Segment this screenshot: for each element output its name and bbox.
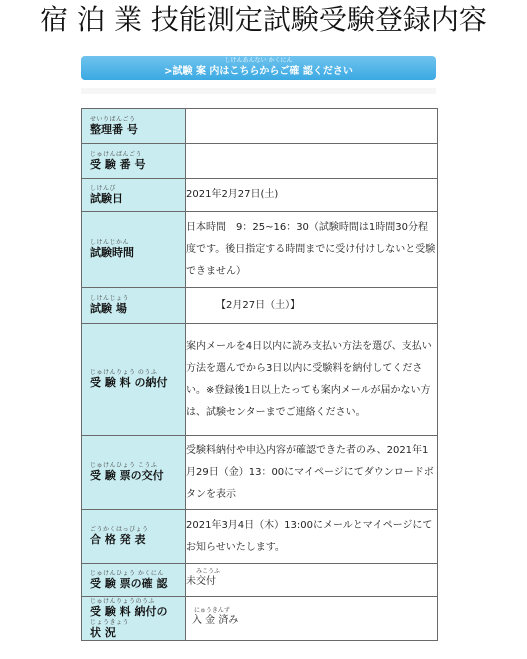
header-ruby: じゅけんひょう かくにん — [90, 569, 164, 577]
header-label: 受 験 番 号 — [90, 157, 146, 171]
header-ruby: じゅけんりょう のうふ — [90, 369, 158, 376]
page-title: 宿 泊 業 技能測定試験受験登録内容 — [40, 3, 487, 36]
header-ruby: ごうかくはっぴょう — [90, 526, 149, 533]
exam-venue-header — [82, 288, 186, 324]
header-label: 受 験 票の確 認 — [90, 576, 168, 590]
header-ruby: しけんび — [90, 184, 117, 192]
exam-number-header — [82, 144, 186, 179]
table-row-exam-number — [82, 144, 438, 179]
admission-ticket-confirm-header — [82, 564, 186, 597]
header-ruby: せいりばんごう — [90, 115, 136, 123]
value-ruby: みこうふ — [196, 568, 221, 575]
reference-number-value — [186, 109, 438, 144]
fee-payment-status-header — [82, 597, 186, 641]
exam-date-value: 2021年2月27日(土) — [186, 179, 438, 212]
exam-number-value — [186, 144, 438, 179]
header-label: 試験日 — [90, 191, 123, 205]
admission-ticket-confirm-value: 未交付 — [186, 576, 216, 587]
exam-date-header — [82, 179, 186, 212]
header-label: 試験 場 — [90, 302, 127, 315]
table-row-admission-ticket-confirm — [82, 564, 438, 597]
value-ruby: にゅうきんず — [194, 606, 230, 614]
header-ruby: しけんじょう — [90, 295, 130, 302]
table-row-admission-ticket-issue — [82, 436, 438, 510]
banner-label: >試験 案 内はこちらからご確 認ください — [164, 66, 353, 77]
header-label-2: 状 況 — [90, 625, 116, 639]
table-row-result-announcement — [82, 510, 438, 564]
exam-fee-payment-value: 案内メールを4日以内に読み支払い方法を選び、支払い方法を選んでから3日以内に受験料を納付してください。※登録後1日以上たっても案内メールが届かない方は、試験センターまでご連絡ください。 — [186, 324, 438, 436]
header-ruby: じゅけんりょうのうふ — [90, 597, 156, 605]
header-label: 受 験 料 の納付 — [90, 376, 168, 389]
fee-payment-status-value: 入 金 済み — [192, 614, 239, 626]
header-ruby-2: じょうきょう — [90, 618, 130, 626]
divider — [81, 88, 436, 94]
header-label: 合 格 発 表 — [90, 533, 146, 546]
admission-ticket-issue-header — [82, 436, 186, 510]
table-row-exam-fee-payment — [82, 324, 438, 436]
exam-fee-payment-header — [82, 324, 186, 436]
banner-ruby: しけんあんない かくにん — [224, 57, 293, 64]
exam-time-header — [82, 212, 186, 288]
registration-info-table — [81, 108, 438, 641]
table-row-exam-date — [82, 179, 438, 212]
table-row-exam-venue — [82, 288, 438, 324]
exam-venue-value: 【2月27日（土）】 — [216, 299, 301, 311]
header-label: 受 験 料 納付の — [90, 604, 168, 618]
table-row-exam-time — [82, 212, 438, 288]
table-row-fee-payment-status — [82, 597, 438, 641]
header-ruby: じゅけんばんごう — [90, 150, 143, 158]
result-announcement-header — [82, 510, 186, 564]
admission-ticket-issue-value: 受験料納付や申込内容が確認できた者のみ、2021年1月29日（金）13：00にマイページにてダウンロードボタンを表示 — [186, 436, 438, 510]
header-label: 受 験 票の交付 — [90, 469, 164, 482]
header-label: 試験時間 — [90, 246, 134, 259]
reference-number-header — [82, 109, 186, 144]
header-ruby: じゅけんひょう こうふ — [90, 462, 158, 469]
table-row-reference-number — [82, 109, 438, 144]
header-label: 整理番 号 — [90, 122, 138, 136]
exam-time-value: 日本時間 9：25~16：30（試験時間は1時間30分程度です。後日指定する時間までに受け付けしないと受験できません） — [186, 212, 438, 288]
result-announcement-value: 2021年3月4日（木）13:00にメールとマイページにてお知らせいたします。 — [186, 510, 438, 564]
exam-guide-link-button[interactable] — [81, 56, 436, 80]
header-ruby: しけんじかん — [90, 239, 130, 246]
